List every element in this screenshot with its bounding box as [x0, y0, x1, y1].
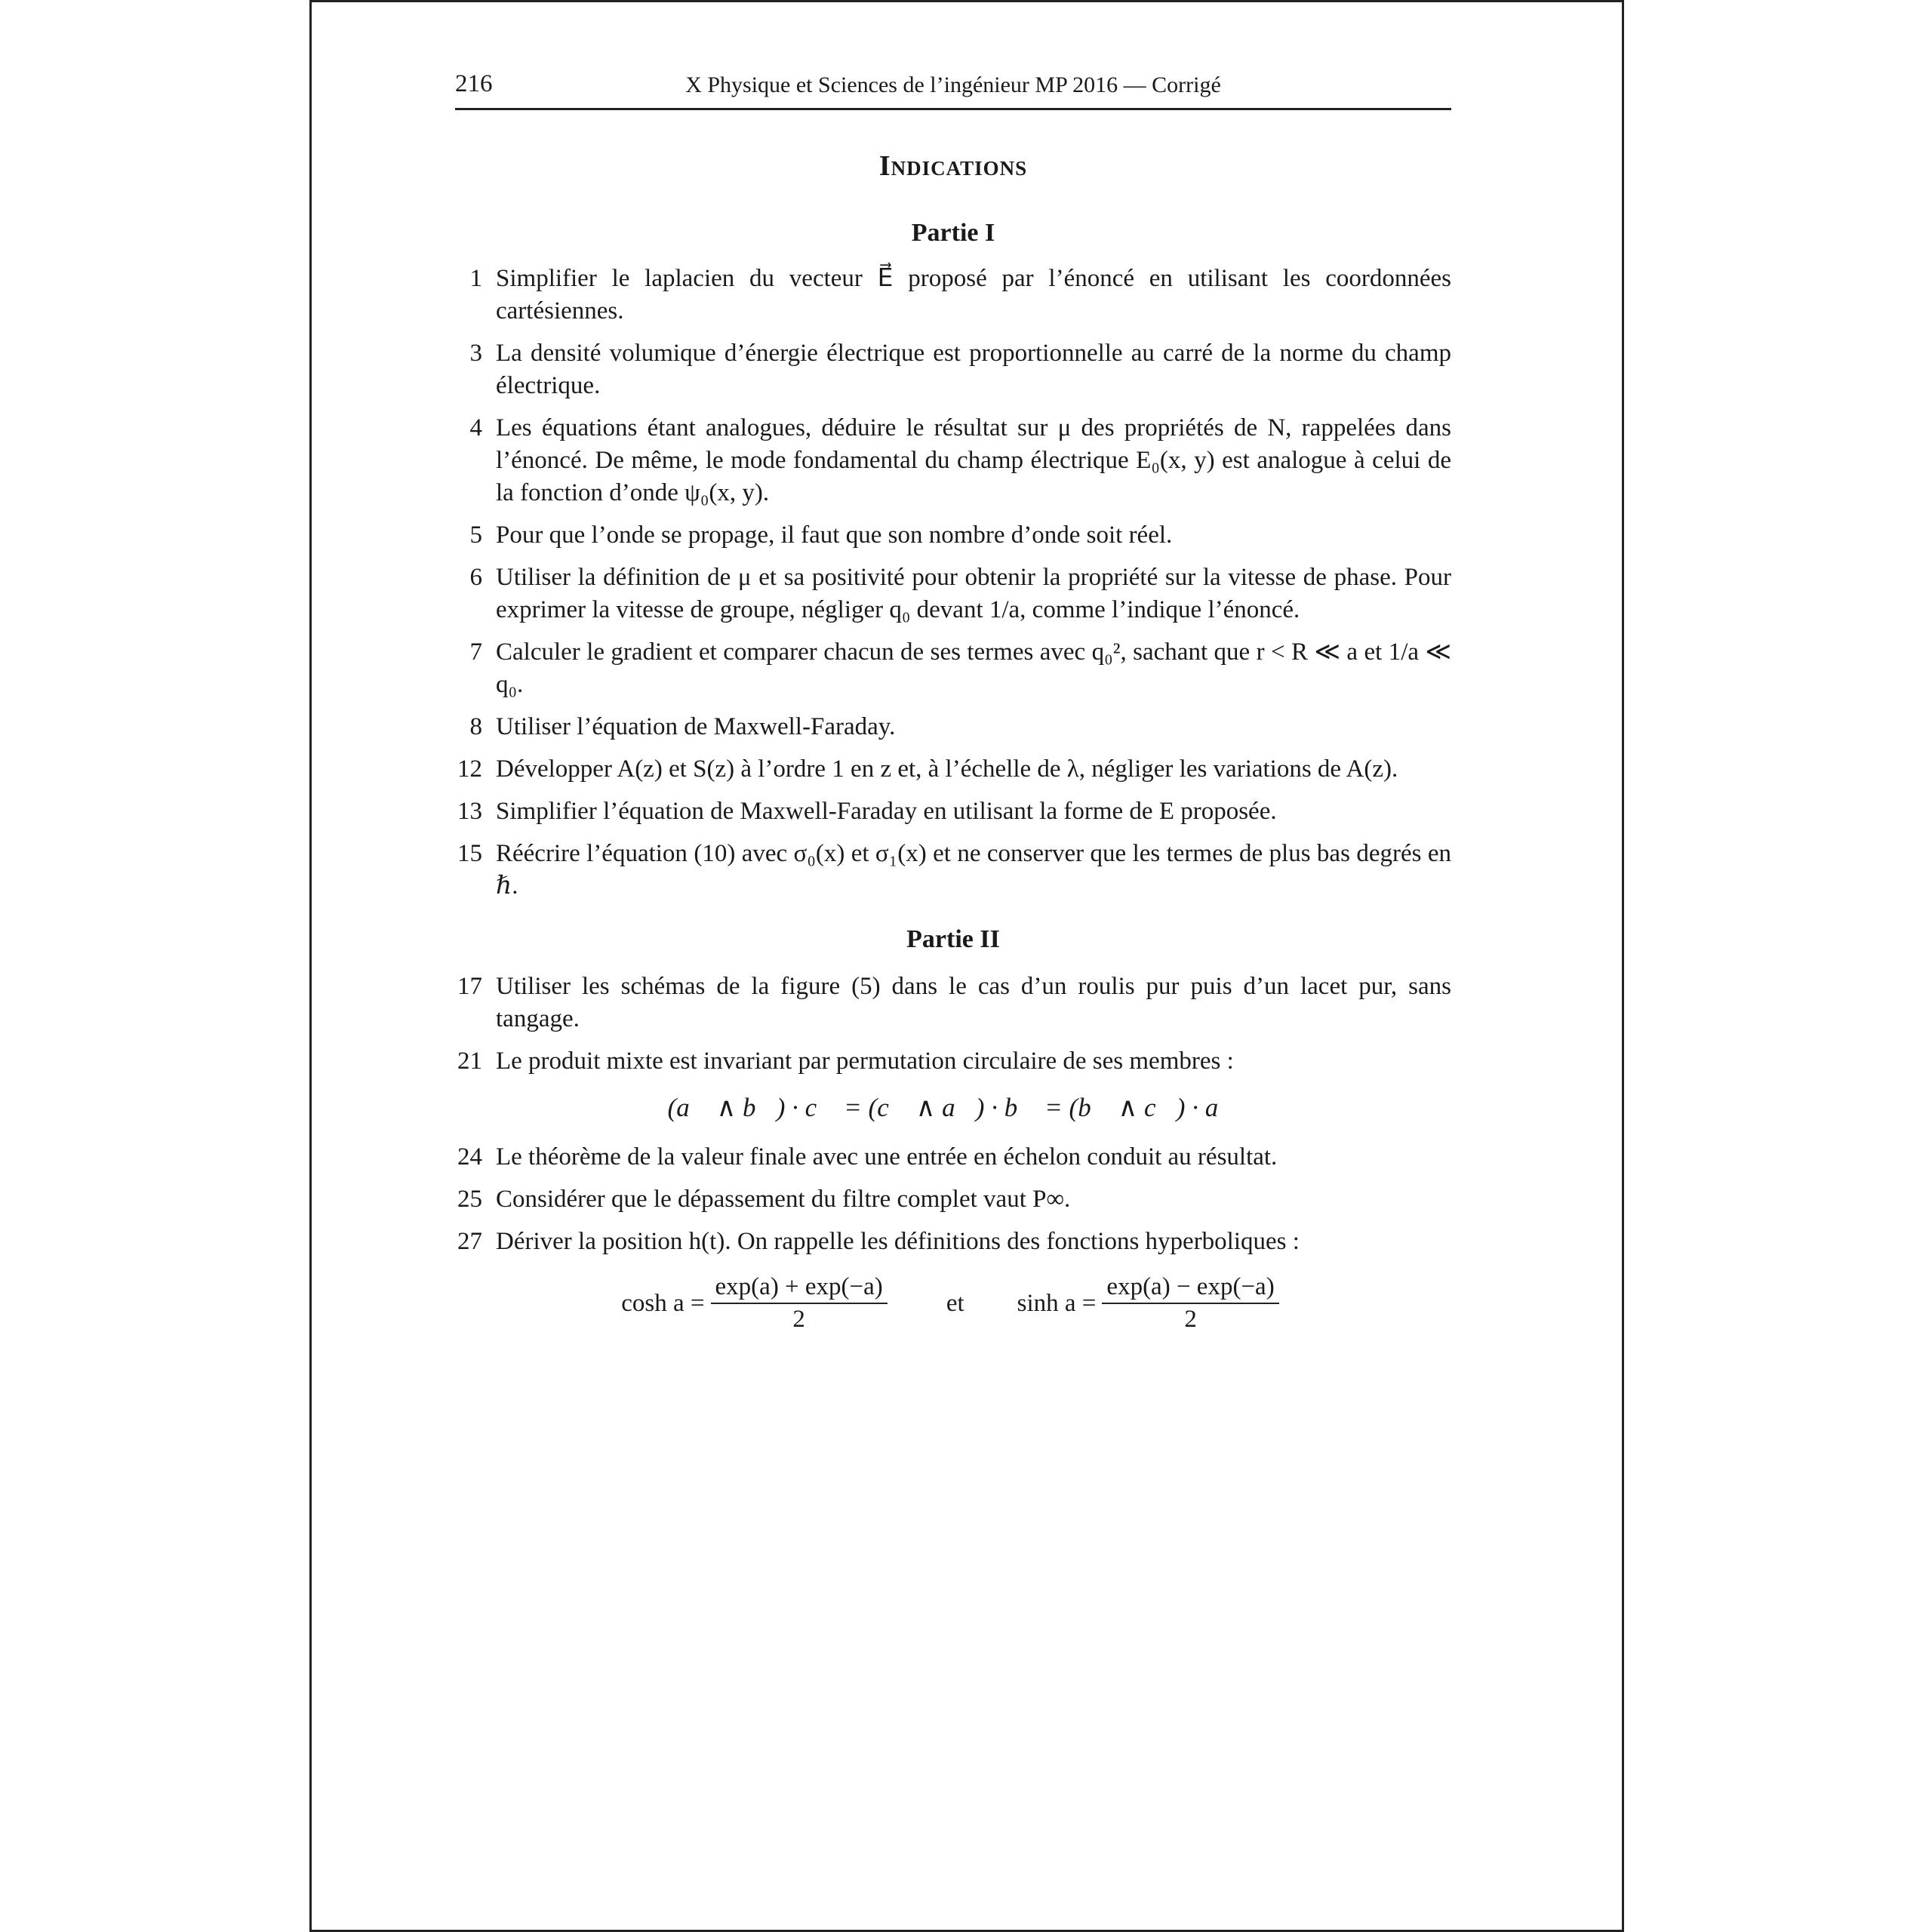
- sinh-numerator: exp(a) − exp(−a): [1102, 1273, 1278, 1304]
- part-1-title: Partie I: [911, 219, 995, 247]
- hint-item: [455, 636, 1451, 701]
- hint-number: 4: [469, 414, 482, 441]
- hint-number: 1: [469, 265, 482, 292]
- hint-item: [455, 1141, 1451, 1174]
- hint-item: [455, 263, 1451, 328]
- cosh-lhs: cosh a =: [621, 1289, 705, 1317]
- hint-text: Utiliser l’équation de Maxwell-Faraday.: [496, 713, 896, 740]
- hint-item: [455, 561, 1451, 626]
- hint-item: [455, 1183, 1451, 1216]
- hint-number: 27: [457, 1228, 482, 1255]
- sinh-lhs: sinh a =: [1017, 1289, 1097, 1317]
- hint-number: 8: [469, 713, 482, 740]
- hint-item: [455, 1045, 1451, 1078]
- part-2-title: Partie II: [906, 925, 1000, 953]
- page-number: 216: [455, 70, 493, 97]
- hint-number: 12: [457, 755, 482, 783]
- hint-item: [455, 838, 1451, 903]
- running-title: X Physique et Sciences de l’ingénieur MP 2016 — Corrigé: [685, 72, 1221, 97]
- hint-number: 21: [457, 1048, 482, 1075]
- hint-item: [455, 519, 1451, 552]
- part-1-hints: [455, 263, 1451, 903]
- part-2-hints: [455, 971, 1451, 1334]
- connector-et: et: [946, 1289, 964, 1317]
- hint-number: 6: [469, 564, 482, 591]
- hint-text: Développer A(z) et S(z) à l’ordre 1 en z et, à l’échelle de λ, négliger les variations de A(z).: [496, 755, 1398, 783]
- hint-item: [455, 753, 1451, 786]
- cosh-definition: [621, 1273, 894, 1334]
- hint-item: [455, 971, 1451, 1035]
- page-content: [455, 70, 1451, 1341]
- hint-text: Réécrire l’équation (10) avec σ₀(x) et σ₁(x) et ne conserver que les termes de plus bas degrés en ℏ.: [496, 840, 1451, 900]
- hint-text: Simplifier l’équation de Maxwell-Faraday en utilisant la forme de E proposée.: [496, 798, 1277, 825]
- hint-number: 24: [457, 1143, 482, 1171]
- hint-number: 13: [457, 798, 482, 825]
- sinh-fraction: [1102, 1273, 1278, 1334]
- hint-number: 5: [469, 521, 482, 549]
- hint-text: Le théorème de la valeur finale avec une entrée en échelon conduit au résultat.: [496, 1143, 1278, 1171]
- hyperbolic-definitions: [455, 1273, 1451, 1334]
- hint-number: 7: [469, 638, 482, 666]
- hint-item: [455, 337, 1451, 402]
- cosh-fraction: [711, 1273, 888, 1334]
- hint-text: Utiliser la définition de μ et sa positivité pour obtenir la propriété sur la vitesse de phase. Pour exprimer la vitesse de groupe, négliger q₀ devant 1/a, comme l’indique l’énoncé.: [496, 564, 1451, 623]
- mixed-product-equation: (a⃗ ∧ b⃗) · c⃗ = (c⃗ ∧ a⃗) · b⃗ = (b⃗ ∧ c⃗) · a⃗: [667, 1093, 1239, 1122]
- section-title: Indications: [878, 150, 1028, 182]
- running-header: [455, 70, 1451, 110]
- sinh-definition: [1017, 1273, 1285, 1334]
- hint-text: Les équations étant analogues, déduire le résultat sur μ des propriétés de N, rappelées dans l’énoncé. De même, le mode fondamental du champ électrique E₀(x, y) est analogue à celui de la fonction d’onde ψ₀(x, y).: [496, 414, 1451, 506]
- hint-text: Calculer le gradient et comparer chacun de ses termes avec q₀², sachant que r < R ≪ a et 1/a ≪ q₀.: [496, 638, 1451, 698]
- hint-text: Le produit mixte est invariant par permutation circulaire de ses membres :: [496, 1048, 1234, 1075]
- sinh-denominator: 2: [1184, 1306, 1197, 1333]
- cosh-denominator: 2: [792, 1306, 805, 1333]
- hint-text: Dériver la position h(t). On rappelle les définitions des fonctions hyperboliques :: [496, 1228, 1300, 1255]
- cosh-numerator: exp(a) + exp(−a): [711, 1273, 888, 1304]
- hint-item: [455, 795, 1451, 828]
- hint-item: [455, 711, 1451, 743]
- hint-item: [455, 1226, 1451, 1258]
- hint-text: La densité volumique d’énergie électrique est proportionnelle au carré de la norme du champ électrique.: [496, 340, 1451, 399]
- hint-text: Considérer que le dépassement du filtre complet vaut P∞.: [496, 1186, 1071, 1213]
- hint-text: Utiliser les schémas de la figure (5) dans le cas d’un roulis pur puis d’un lacet pur, sans tangage.: [496, 973, 1451, 1032]
- hint-number: 17: [457, 973, 482, 1000]
- hint-number: 3: [469, 340, 482, 367]
- hint-number: 15: [457, 840, 482, 867]
- hint-item: [455, 412, 1451, 509]
- hint-number: 25: [457, 1186, 482, 1213]
- hint-text: Simplifier le laplacien du vecteur E⃗ proposé par l’énoncé en utilisant les coordonnées cartésiennes.: [496, 265, 1451, 325]
- hint-text: Pour que l’onde se propage, il faut que son nombre d’onde soit réel.: [496, 521, 1173, 549]
- document-page: [309, 0, 1624, 1932]
